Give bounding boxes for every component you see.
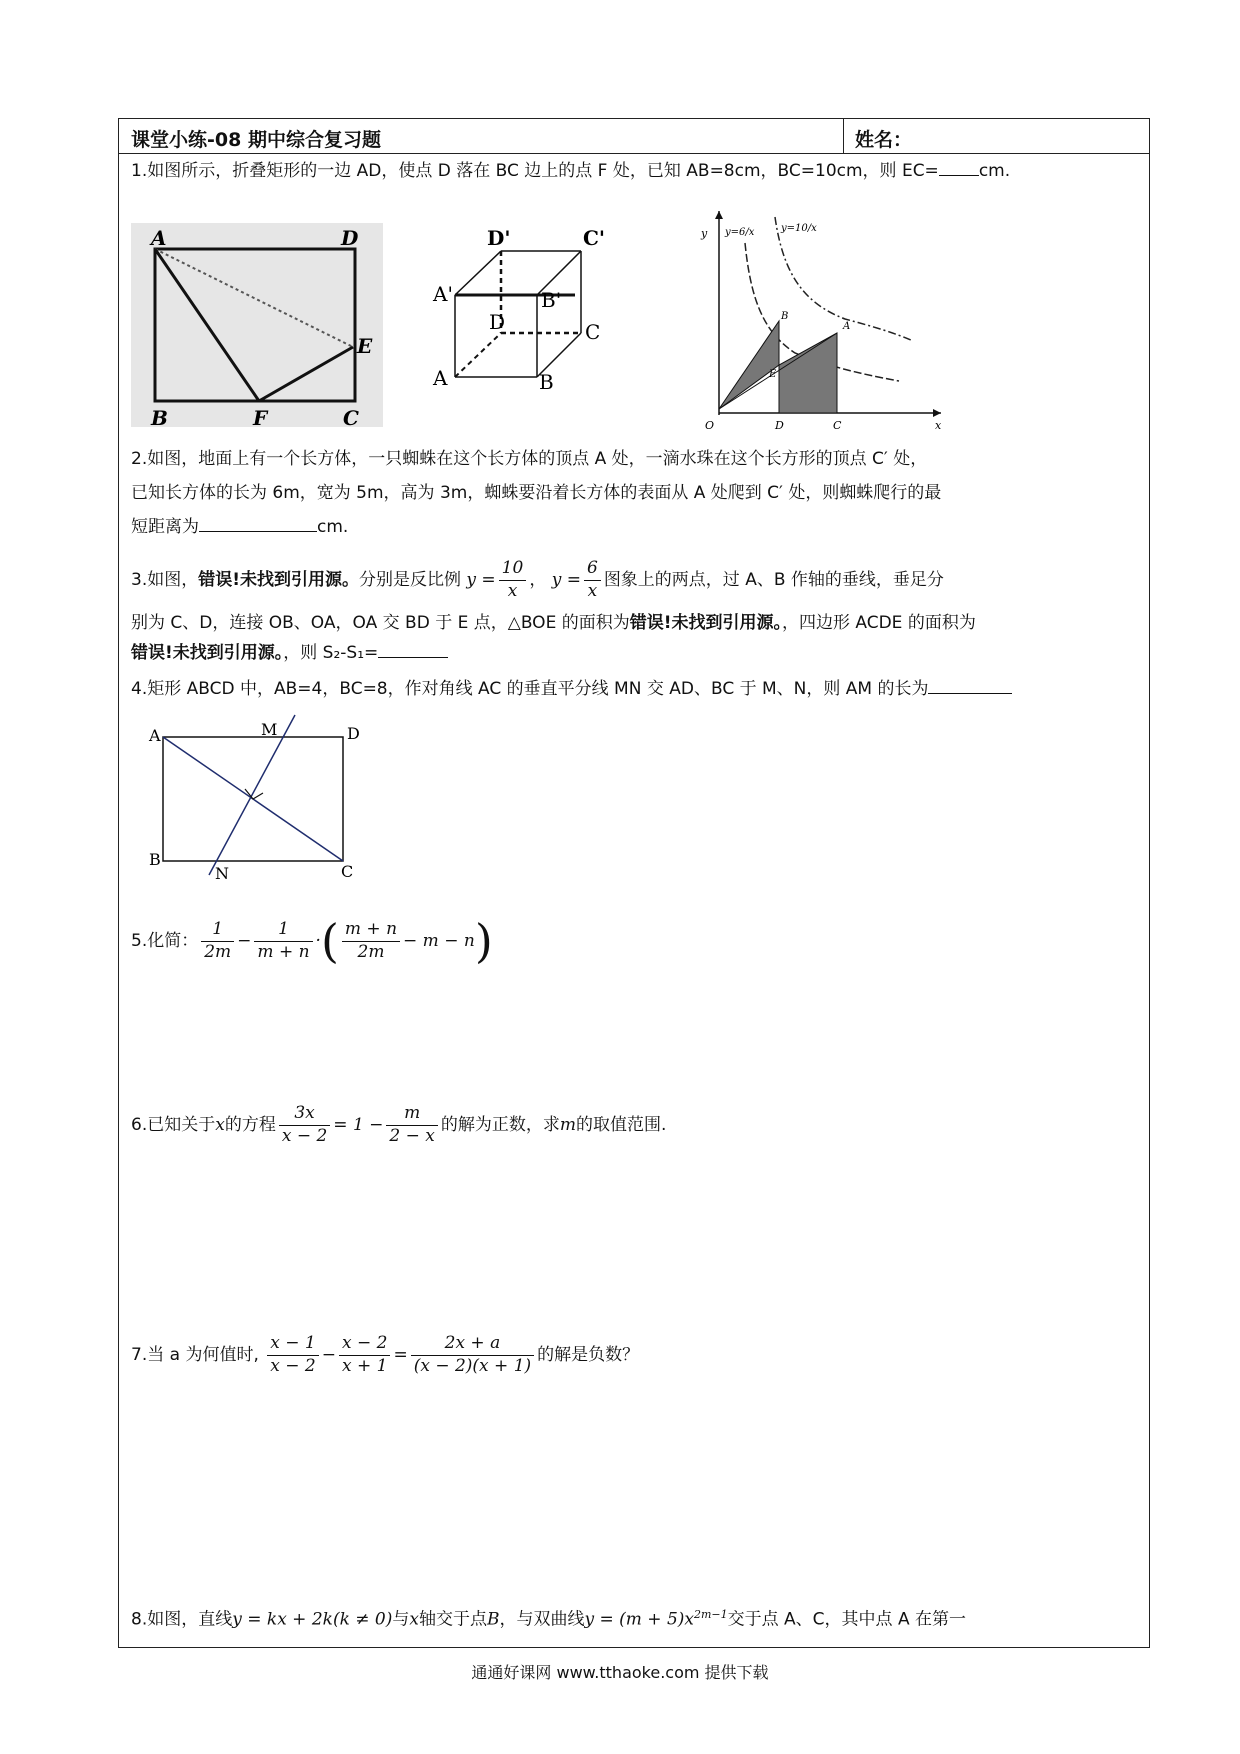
question-6-text-a: 6.已知关于 — [131, 1115, 216, 1135]
fraction-2x-plus-a — [411, 1333, 534, 1377]
fig1-label-A: A — [151, 226, 167, 250]
reference-error-1: 错误!未找到引用源。 — [198, 570, 359, 590]
question-5-label: 5.化简： — [131, 931, 199, 951]
worksheet-title: 课堂小练-08 期中综合复习题 — [131, 129, 381, 151]
question-2-unit: cm. — [317, 517, 349, 537]
fraction-numerator: 2x + a — [411, 1333, 534, 1355]
cube-label-Cp: C' — [583, 226, 606, 250]
fraction-3x-over-x-minus-2 — [279, 1103, 330, 1147]
fig4-label-C: C — [341, 862, 354, 881]
question-3-separator: ， — [529, 570, 547, 590]
hyperbola-exponent: 2m−1 — [693, 1608, 728, 1621]
fig4-label-M: M — [261, 720, 278, 739]
fraction-denominator: (x − 2)(x + 1) — [413, 1355, 532, 1376]
question-7-text-a: 7.当 a 为何值时, — [131, 1345, 259, 1365]
question-4-text: 4.矩形 ABCD 中，AB=4，BC=8，作对角线 AC 的垂直平分线 MN 交 AD、BC 于 M、N，则 AM 的长为 — [131, 679, 929, 699]
question-2-line-1: 2.如图，地面上有一个长方体，一只蜘蛛在这个长方体的顶点 A 处，一滴水珠在这个长方形的顶点 C′ 处， — [131, 449, 928, 469]
question-2-prefix: 短距离为 — [131, 517, 199, 537]
fraction-numerator: 10 — [499, 558, 527, 580]
fig1-label-C: C — [343, 406, 359, 430]
worksheet-table — [118, 118, 1150, 1648]
question-3-line-2 — [131, 609, 976, 637]
cube-label-Ap: A' — [433, 282, 453, 306]
question-7-text-b: 的解是负数？ — [537, 1345, 640, 1365]
fraction-m-over-2-minus-x — [386, 1103, 437, 1147]
graph-point-C: C — [833, 419, 842, 432]
page-footer: 通通好课网 www.tthaoke.com 提供下载 — [471, 1663, 769, 1682]
paren-close: ) — [474, 914, 493, 968]
question-8-text-c: 轴交于点 — [418, 1609, 487, 1630]
question-3-text-b: 分别是反比例 — [359, 570, 461, 590]
question-5 — [131, 911, 493, 971]
fraction-denominator: 2m — [204, 941, 232, 962]
fraction-1-over-2m — [201, 919, 234, 963]
fraction-numerator: x − 1 — [267, 1333, 318, 1355]
name-label: 姓名： — [855, 129, 913, 151]
fraction-numerator: 6 — [584, 558, 601, 580]
graph-curve2-label: y=10/x — [781, 223, 817, 234]
fraction-m-plus-n-over-2m — [342, 919, 400, 963]
cube-label-Dp: D' — [487, 226, 511, 250]
question-3-text-e: ，四边形 ACDE 的面积为 — [781, 613, 976, 633]
question-7 — [131, 1325, 639, 1385]
fraction-denominator: x — [587, 580, 598, 601]
fig1-label-E: E — [357, 334, 373, 358]
fraction-denominator: 2 − x — [389, 1125, 435, 1146]
fraction-x-minus-2-over-x-plus-1 — [339, 1333, 390, 1377]
reference-error-2: 错误!未找到引用源。 — [629, 613, 782, 633]
figure-folded-rectangle — [131, 223, 383, 430]
question-1-unit: cm. — [978, 161, 1011, 181]
fig1-label-B: B — [151, 406, 168, 430]
fraction-denominator: x − 2 — [270, 1355, 316, 1376]
expression-tail: − m − n — [403, 931, 475, 951]
question-6 — [131, 1095, 666, 1155]
figure-cuboid — [433, 223, 653, 423]
question-3-line-3 — [131, 639, 448, 667]
variable-m: m — [559, 1115, 577, 1135]
question-3-text-a: 3.如图， — [131, 570, 199, 590]
question-3-text-c: 图象上的两点，过 A、B 作轴的垂线，垂足分 — [603, 570, 944, 590]
graph-y-axis-label: y — [701, 227, 708, 240]
figure-rectangle-mn — [133, 715, 360, 885]
graph-point-E: E — [769, 369, 777, 380]
graph-point-D: D — [775, 419, 784, 432]
fig4-label-N: N — [215, 864, 229, 883]
operator-minus: − — [237, 931, 252, 951]
cube-label-Bp: B' — [541, 288, 562, 312]
question-6-text-d: 的取值范围. — [576, 1115, 667, 1135]
cube-label-A: A — [433, 366, 448, 390]
cube-label-C: C — [585, 320, 601, 344]
question-8 — [131, 1597, 966, 1638]
cube-label-D: D — [489, 310, 506, 334]
graph-curve1-label: y=6/x — [725, 227, 755, 238]
answer-blank-4 — [928, 675, 1012, 694]
question-3-text-d: 别为 C、D，连接 OB、OA，OA 交 BD 于 E 点，△BOE 的面积为 — [131, 613, 630, 633]
fig4-label-B: B — [149, 850, 161, 869]
fraction-numerator: 3x — [279, 1103, 330, 1125]
fraction-x-minus-1-over-x-minus-2 — [267, 1333, 318, 1377]
paren-open: ( — [320, 914, 339, 968]
fraction-numerator: m — [386, 1103, 437, 1125]
question-1 — [131, 157, 1010, 185]
question-3-text-f: ，则 S₂-S₁= — [283, 643, 379, 663]
header-divider — [843, 119, 844, 153]
fraction-numerator: x − 2 — [339, 1333, 390, 1355]
question-1-text: 1.如图所示，折叠矩形的一边 AD，使点 D 落在 BC 边上的点 F 处，已知 AB=8cm，BC=10cm，则 EC= — [131, 161, 939, 181]
question-8-text-b: 与 — [392, 1609, 410, 1630]
question-8-text-e: 交于点 A、C，其中点 A 在第一 — [727, 1609, 966, 1630]
question-2-line-3 — [131, 513, 348, 541]
reference-error-3: 错误!未找到引用源。 — [131, 643, 284, 663]
graph-point-A: A — [843, 321, 851, 332]
variable-x: x — [409, 1609, 419, 1630]
fraction-denominator: x + 1 — [341, 1355, 388, 1376]
fraction-1-over-m-plus-n — [254, 919, 312, 963]
header-row — [119, 119, 1149, 154]
operator-dot: · — [315, 931, 321, 951]
fraction-10-over-x — [499, 558, 527, 602]
operator-equals: = — [393, 1345, 408, 1365]
graph-point-B: B — [781, 311, 789, 322]
answer-blank-1 — [939, 157, 979, 176]
fig1-label-D: D — [341, 226, 359, 250]
variable-B: B — [486, 1609, 500, 1630]
equation-middle: = 1 − — [333, 1115, 384, 1135]
fig1-label-F: F — [253, 406, 268, 430]
variable-x: x — [215, 1115, 225, 1135]
cube-label-B: B — [539, 370, 554, 394]
fig4-label-A: A — [149, 726, 161, 745]
fig4-label-D: D — [347, 724, 360, 743]
graph-origin-label: O — [705, 419, 715, 432]
fraction-denominator: 2m — [357, 941, 385, 962]
graph-x-axis-label: x — [935, 419, 942, 432]
fraction-denominator: x − 2 — [281, 1125, 328, 1146]
answer-blank-3 — [378, 639, 448, 658]
operator-minus: − — [321, 1345, 336, 1365]
figure-hyperbola-graph — [685, 203, 951, 433]
question-8-text-d: ，与双曲线 — [499, 1609, 585, 1630]
formula-y10-lhs: y = — [466, 570, 496, 590]
equation-hyperbola: y = (m + 5)x — [584, 1609, 694, 1630]
fraction-numerator: 1 — [201, 919, 234, 941]
fraction-numerator: m + n — [342, 919, 400, 941]
question-4 — [131, 675, 1012, 703]
fraction-numerator: 1 — [254, 919, 312, 941]
equation-line: y = kx + 2k(k ≠ 0) — [232, 1609, 393, 1630]
question-2-line-2: 已知长方体的长为 6m，宽为 5m，高为 3m，蜘蛛要沿着长方体的表面从 A 处爬到 C′ 处，则蜘蛛爬行的最 — [131, 483, 942, 503]
formula-y6-lhs: y = — [551, 570, 581, 590]
fraction-denominator: m + n — [257, 941, 310, 962]
question-6-text-b: 的方程 — [224, 1115, 276, 1135]
question-8-text-a: 8.如图，直线 — [131, 1609, 233, 1630]
question-6-text-c: 的解为正数，求 — [440, 1115, 560, 1135]
question-3-line-1 — [131, 557, 944, 603]
fraction-6-over-x — [584, 558, 601, 602]
fraction-denominator: x — [507, 580, 518, 601]
answer-blank-2 — [199, 513, 317, 532]
